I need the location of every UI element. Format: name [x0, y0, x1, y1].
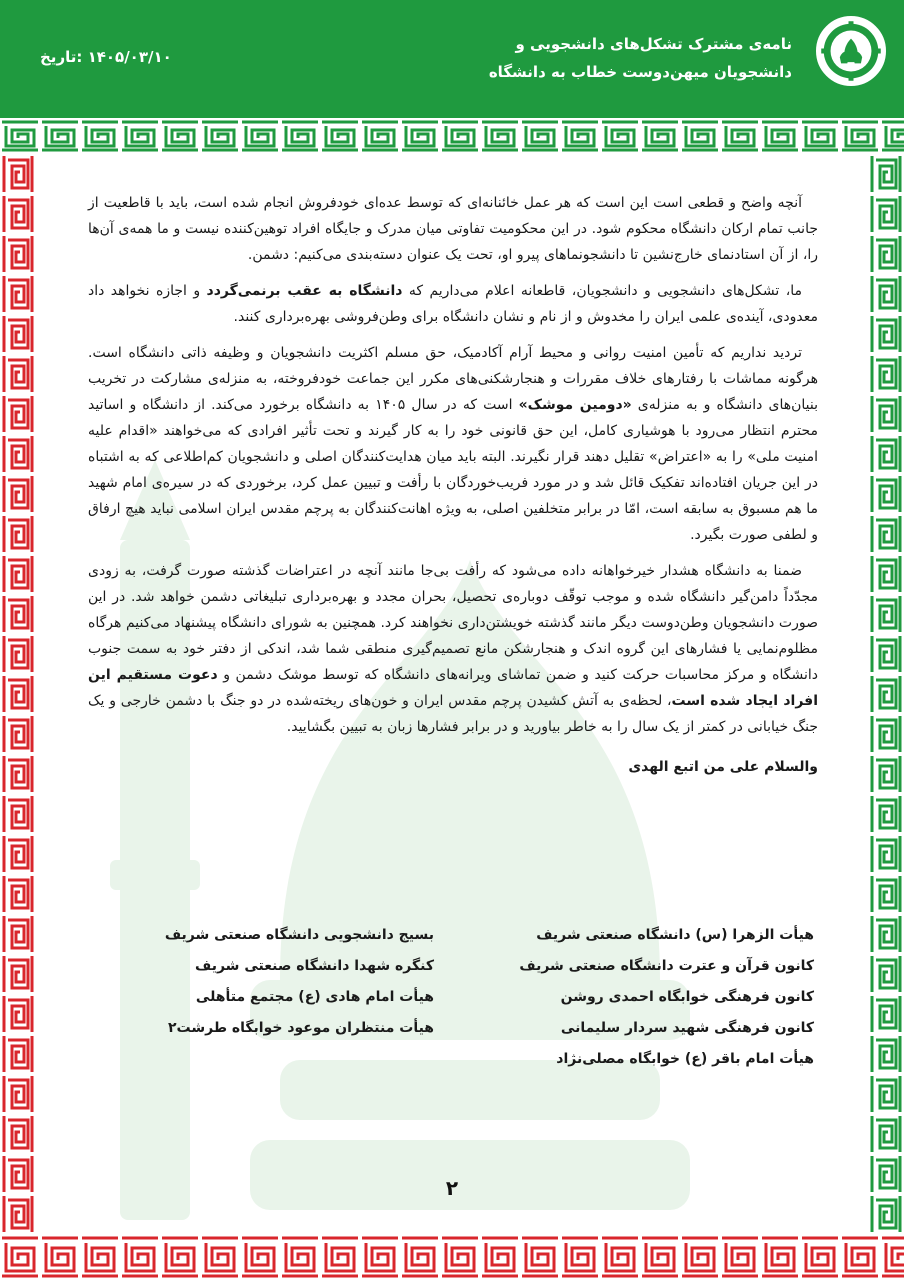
signatory: هیأت الزهرا (س) دانشگاه صنعتی شریف [536, 927, 814, 943]
paragraph-4 [88, 558, 818, 740]
paragraph-3-text-b: است که در سال ۱۴۰۵ به دانشگاه برخورد می‌کند. از دانشگاه و اساتید محترم انتظار می‌رود با هوشیاری کامل، این حق قانونی خود را به کار گیرند و تحت تأثیر افرادی که می‌خواهند «اقدام علیه امنیت ملی» را به «اعتراض» تقلیل دهند قرار نگیرند. البته باید میان هدایت‌کنندگان اصلی و دانشجویان کم‌اطلاعی که به اشتباه در این جریان افتاده‌اند تفکیک قائل شد و در مورد فریب‌خوردگان با رأفت و تبیین عمل کرد، برخوردی که در سیره‌ی امام شهید ما هم مسبوق به سابقه است، امّا در برابر متخلفین اصلی، به ویژه اهانت‌کنندگان به پرچم مقدس ایران اسلامی نباید هیچ ارفاق و لطفی صورت بگیرد. [88, 397, 818, 543]
page-number: ۲ [445, 1176, 459, 1200]
ornamental-border-left [0, 154, 36, 1234]
closing-salutation: والسلام علی من اتبع الهدی [628, 759, 818, 775]
date-value: ۱۴۰۵/۰۳/۱۰ [87, 48, 172, 66]
signatory: هیأت امام هادی (ع) مجتمع متأهلی [195, 989, 434, 1005]
letter-title-line1: نامه‌ی مشترک تشکل‌های دانشجویی و [515, 35, 792, 53]
paragraph-1-text: آنچه واضح و قطعی است این است که هر عمل خائنانه‌ای که توسط عده‌ای خودفروش انجام شده است، باید با قاطعیت از جانب تمام ارکان دانشگاه محکوم شود. در این محکومیت تفاوتی میان مدرک و جایگاه افراد توهین‌کننده نیست و ما همه‌ی آن‌ها را، از آن استادنمای خارج‌نشین تا دانشجونماهای پیرو او، تحت یک عنوان دسته‌بندی می‌کنیم: دشمن. [88, 195, 818, 263]
ornamental-border-bottom [0, 1234, 904, 1280]
paragraph-4-text-a: ضمنا به دانشگاه هشدار خیرخواهانه داده می‌شود که رأفت بی‌جا مانند آنچه در اعتراضات گذشته صورت گرفت، به زودی مجدّداً دامن‌گیر دانشگاه شده و موجب توقّف دوباره‌ی تحصیل، بحران مجدد و بهره‌برداری تبلیغاتی دشمن خواهد شد. در این صورت دانشجویان وطن‌دوست دیگر مانند گذشته خویشتن‌داری نخواهند کرد. همچنین به شورای دانشگاه پیشنهاد می‌کنیم هرگاه مظلوم‌نمایی یا فشارهای این گروه اندک و هنجارشکن مانع تصمیم‌گیری منطقی شما شد، اندکی از دفتر خود به سمت جنوب دانشگاه و مرکز محاسبات حرکت کنید و ضمن تماشای ویرانه‌های دانشگاه که توسط موشک دشمن و [88, 563, 818, 683]
letter-body [88, 190, 818, 780]
ornamental-border-top [0, 118, 904, 154]
signatories-right-column [484, 920, 814, 1075]
paragraph-2-text-a: ما، تشکل‌های دانشجویی و دانشجویان، قاطعانه اعلام می‌داریم که [402, 283, 802, 299]
signatory: هیأت امام باقر (ع) خوابگاه مصلی‌نژاد [556, 1051, 814, 1067]
paragraph-2-text-b: و اجازه نخواهد داد معدودی، آینده‌ی علمی ایران را مخدوش و از نام و نشان دانشگاه برای وطن‌فروشی بهره‌برداری کنند. [88, 283, 818, 325]
paragraph-3-emphasis: «دومین موشک» [518, 397, 632, 413]
university-emblem-icon [816, 16, 886, 86]
paragraph-2 [88, 278, 818, 330]
signatory: کانون قرآن و عترت دانشگاه صنعتی شریف [519, 958, 814, 974]
signatory: بسیج دانشجویی دانشگاه صنعتی شریف [164, 927, 434, 943]
signatory: کنگره شهدا دانشگاه صنعتی شریف [195, 958, 434, 974]
signatory: کانون فرهنگی خوابگاه احمدی روشن [560, 989, 814, 1005]
signatories-left-column [104, 920, 434, 1044]
paragraph-4-text-b: ، لحظه‌ی به آتش کشیدن پرچم مقدس ایران و خون‌های ریخته‌شده در دو جنگ با دشمن خارجی و یک جنگ خیابانی در کمتر از یک سال را به خاطر بیاورید و در برابر فشارها زبان به تبیین بگشایید. [88, 693, 818, 735]
date-label: تاریخ: [40, 48, 83, 66]
paragraph-1 [88, 190, 818, 268]
paragraph-4-emphasis: دعوت مستقیم این افراد ایجاد شده است [88, 667, 819, 709]
paragraph-2-emphasis: دانشگاه به عقب برنمی‌گردد [206, 283, 403, 299]
ornamental-border-right [868, 154, 904, 1234]
signatory: هیأت منتظران موعود خوابگاه طرشت۲ [167, 1020, 434, 1036]
letter-header [0, 0, 904, 118]
signatory: کانون فرهنگی شهید سردار سلیمانی [560, 1020, 814, 1036]
letter-title-line2: دانشجویان میهن‌دوست خطاب به دانشگاه [488, 63, 792, 81]
letter-date [40, 48, 172, 66]
paragraph-3-text-a: تردید نداریم که تأمین امنیت روانی و محیط آرام آکادمیک، حق مسلم اکثریت دانشجویان و وظیفه ذاتی دانشگاه است. هرگونه مماشات با رفتارهای خلاف مقررات و هنجارشکنی‌های مکرر این جماعت خودفروخته، به منزله‌ی مشارکت در تخریب بنیان‌های دانشگاه و به منزله‌ی [88, 345, 818, 413]
paragraph-3 [88, 340, 818, 548]
letter-title [372, 30, 792, 86]
